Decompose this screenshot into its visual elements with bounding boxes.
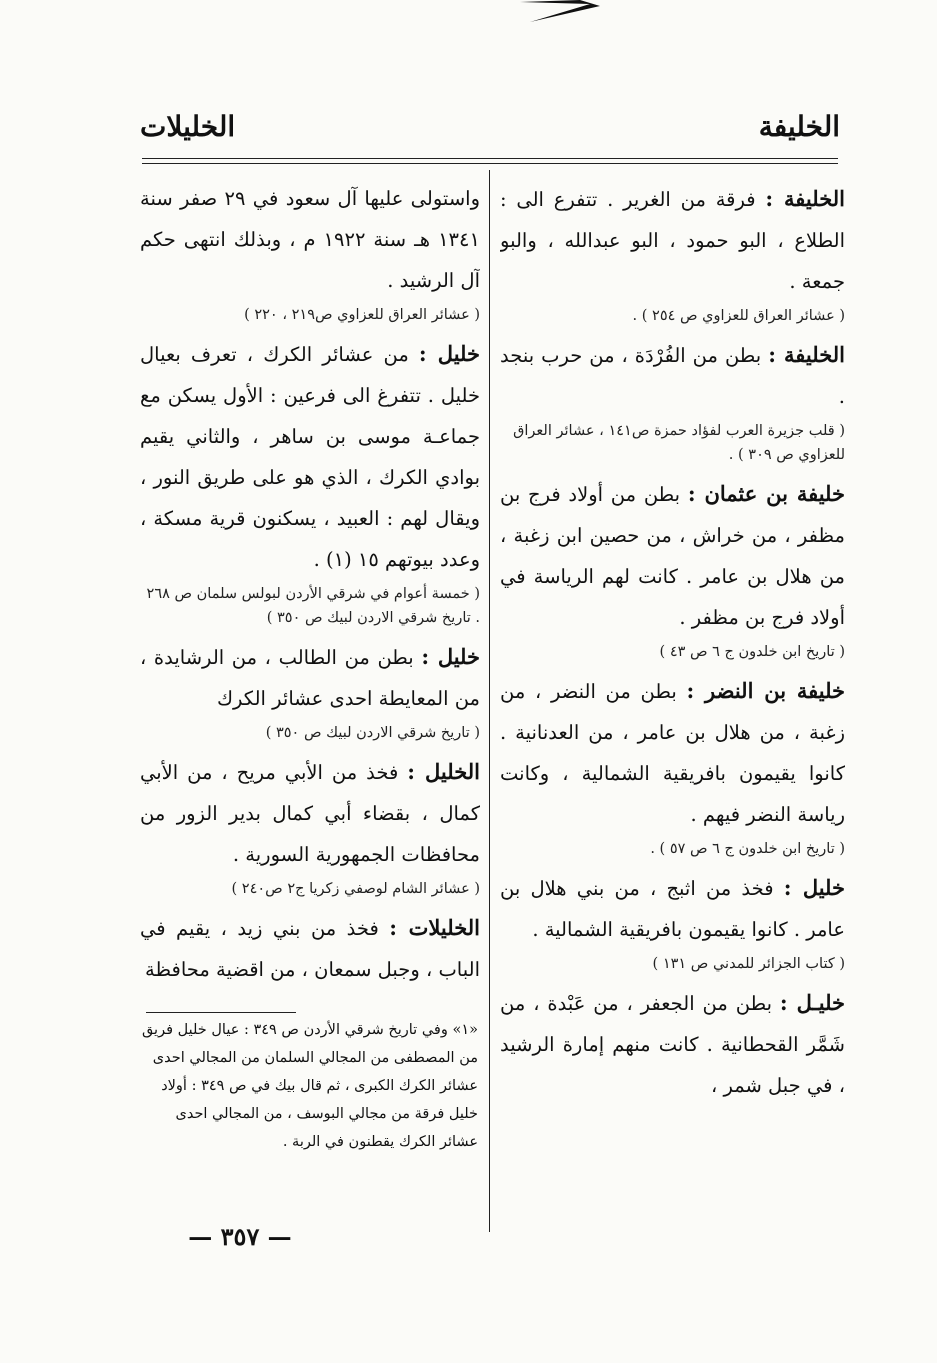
entry-headword: خليـل : (779, 990, 845, 1015)
entry-text: بطن من أولاد فرج بن مظفر ، من خراش ، من حصين ابن زغبة ، من هلال بن عامر . كانت لهم الرياسة في أولاد فرج بن مظفر . (500, 483, 845, 629)
footnote: «١» وفي تاريخ شرقي الأردن ص ٣٤٩ : عيال خليل فريق من المصطفى من المجالي السلمان من المجالي احدى عشائر الكرك الكبرى ، ثم قال بيك في ص ٣٤٩ : أولاد خليل فرقة من مجالي البوسف ، من المجالي احدى عشائر الكرك يقطنون في الربة . (141, 1022, 478, 1150)
entry-headword: خليل : (418, 341, 480, 366)
entry-source: ( خمسة أعوام في شرقي الأردن لبولس سلمان ص ٢٦٨ . تاريخ شرقي الاردن لبيك ص ٣٥٠ ) (146, 586, 480, 626)
entry (500, 473, 845, 664)
header-rule-secondary (142, 163, 838, 164)
entry-headword: خليفة بن النضر : (686, 678, 845, 703)
entry (500, 867, 845, 976)
entry-text: واستولى عليها آل سعود في ٢٩ صفر سنة ١٣٤١ هـ سنة ١٩٢٢ م ، وبذلك انتهى حكم آل الرشيد . (140, 187, 480, 292)
entry-source: ( كتاب الجزائر للمدني ص ١٣١ ) (652, 956, 845, 972)
entry-text: فرقة من الغرير . تتفرع الى : الطلاع ، البو حمود ، البو عبدالله ، والبو جمعة . (500, 188, 845, 293)
entry-source: ( تاريخ شرقي الاردن لبيك ص ٣٥٠ ) (265, 725, 480, 741)
entry-headword: الخليلات : (389, 915, 480, 940)
entry-source: ( عشائر العراق للعزاوي ص٢١٩ ، ٢٢٠ ) (244, 307, 480, 323)
entry-source: ( قلب جزيرة العرب لفؤاد حمزة ص١٤١ ، عشائر العراق للعزاوي ص ٣٠٩ ) . (513, 423, 845, 463)
entry-headword: الخليفة : (768, 342, 845, 367)
running-header (140, 110, 840, 150)
entry-source: ( عشائر الشام لوصفي زكريا ج٢ ص٢٤٠ ) (231, 881, 480, 897)
entry-text: بطن من الفُرْدَة ، من حرب بنجد . (500, 344, 845, 408)
entry-source: ( عشائر العراق للعزاوي ص ٢٥٤ ) . (632, 308, 845, 324)
footnote-rule (146, 1012, 296, 1013)
entry-text: فخذ من الأبي مريح ، من الأبي كمال ، بقضاء أبي كمال بدير الزور من محافظات الجمهورية السورية . (140, 761, 480, 866)
header-rule (142, 158, 838, 159)
entry (500, 334, 845, 467)
entry-headword: خليل : (421, 644, 480, 669)
column-divider (489, 170, 490, 1232)
entry (140, 751, 480, 901)
entry-headword: الخليفة : (765, 186, 845, 211)
entry (140, 333, 480, 630)
entry-text: فخذ من بني زيد ، يقيم في الباب ، وجبل سمعان ، من اقضية محافظة (140, 917, 480, 981)
entry-text: من عشائر الكرك ، تعرف بعيال خليل . تتفرغ الى فرعين : الأول يسكن مع جماعـة موسى بن ساهر ، والثاني يقيم بوادي الكرك ، الذي هو على طريق النور ، ويقال لهم : العبيد ، يسكنون قرية مسكة ، وعدد بيوتهم ١٥ (١) . (140, 343, 480, 571)
entry (500, 670, 845, 861)
scan-artifact-mark (520, 0, 600, 24)
entry-source: ( تاريخ ابن خلدون ج ٦ ص ٥٧ ) . (650, 841, 845, 857)
entry-text: بطن من الجعفر ، من عَبْدة ، من شَمَّر القحطانية . كانت منهم إمارة الرشيد ، في جبل شمر ، (500, 992, 845, 1097)
entry (500, 178, 845, 328)
entry-headword: خليفة بن عثمان : (687, 481, 845, 506)
entry-headword: خليل : (783, 875, 845, 900)
header-left-title: الخليلات (140, 110, 236, 143)
header-right-title: الخليفة (758, 110, 840, 143)
entry (140, 907, 480, 990)
entry-source: ( تاريخ ابن خلدون ج ٦ ص ٤٣ ) (659, 644, 845, 660)
entry-text: بطن من النضر ، من زغبة ، من هلال بن عامر ، من العدنانية . كانوا يقيمون بافريقية الشمالية ، وكانت رياسة النضر فيهم . (500, 680, 845, 826)
entry (500, 982, 845, 1106)
right-column (500, 178, 845, 1228)
entry (140, 178, 480, 327)
entry-headword: الخليل : (407, 759, 480, 784)
page-number: — ٣٥٧ — (188, 1222, 292, 1251)
entry-text: بطن من الطالب ، من الرشايدة ، من المعايطة احدى عشائر الكرك (140, 646, 480, 710)
entry (140, 636, 480, 745)
entry-text: فخذ من اثبج ، من بني هلال بن عامر . كانوا يقيمون بافريقية الشمالية . (500, 877, 845, 941)
